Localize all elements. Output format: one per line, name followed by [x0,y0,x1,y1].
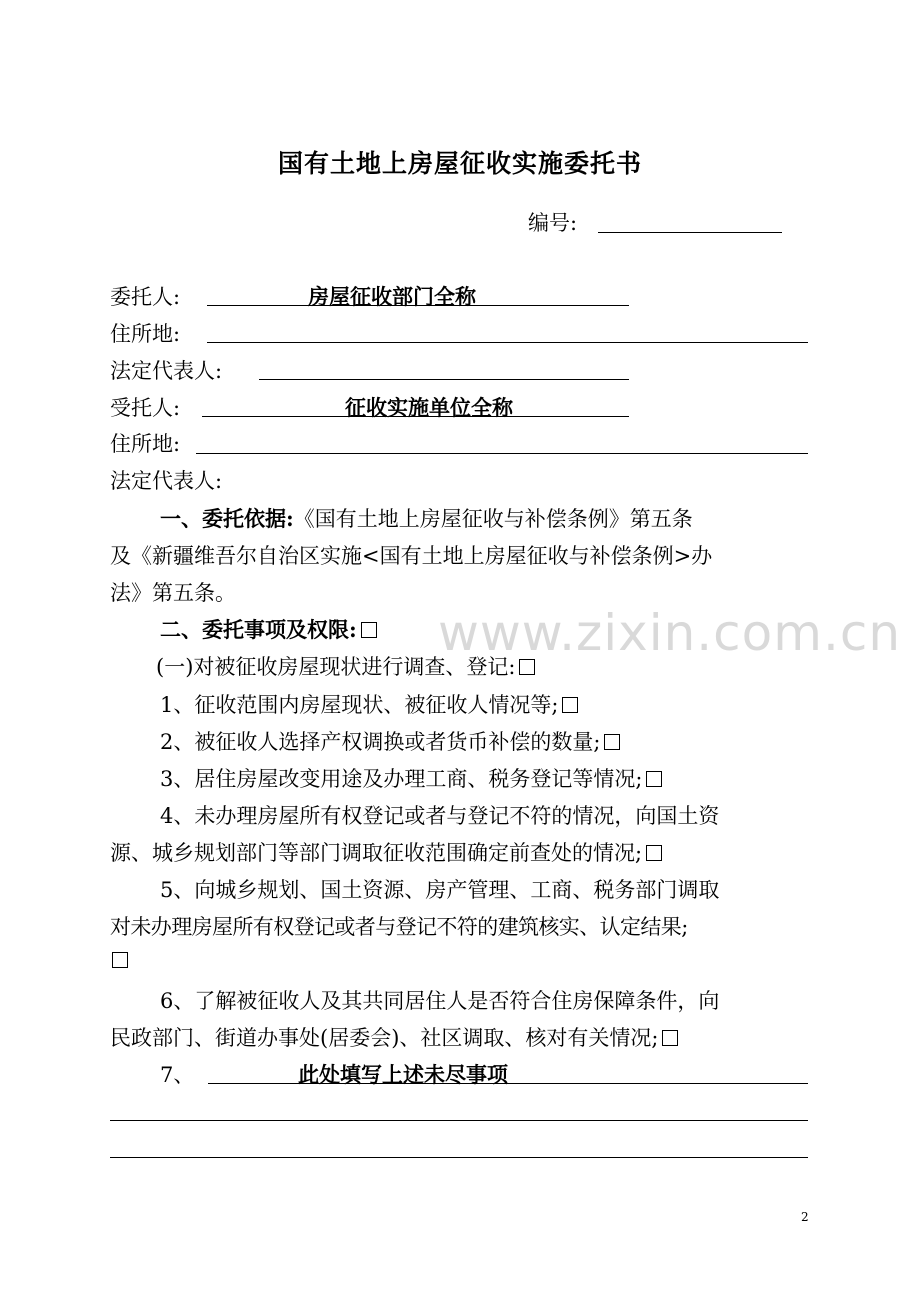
number-underline [598,232,782,233]
item2-line [160,726,620,756]
item6-text-b: 民政部门、街道办事处(居委会)、社区调取、核对有关情况; [110,1026,659,1050]
section2-line [160,614,377,644]
item7-underline [208,1083,808,1084]
item3-checkbox[interactable] [646,771,662,787]
agent-underline [202,416,629,417]
item6-line-b [110,1022,678,1052]
item1-checkbox[interactable] [562,697,578,713]
address-label-2: 住所地: [110,432,181,456]
item5-line-b: 对未办理房屋所有权登记或者与登记不符的建筑核实、认定结果; [110,915,688,939]
document-title: 国有土地上房屋征收实施委托书 [277,149,642,178]
blank-line-2 [110,1157,808,1158]
item4-text-b: 源、城乡规划部门等部门调取征收范围确定前查处的情况; [110,841,643,865]
item4-line-b [110,837,662,867]
legal-rep-label-2: 法定代表人: [110,469,223,493]
address-underline-1 [207,342,808,343]
page-number: 2 [801,1210,809,1224]
item6-checkbox[interactable] [662,1030,678,1046]
item4-line-a: 4、未办理房屋所有权登记或者与登记不符的情况，向国土资 [160,804,720,828]
section1-text-a: 《国有土地上房屋征收与补偿条例》第五条 [293,507,693,531]
section1-text-c: 法》第五条。 [110,581,236,605]
section1-heading: 一、委托依据: [160,506,294,531]
number-label: 编号: [528,211,578,235]
item5-checkbox[interactable] [112,952,128,968]
item1-line [160,689,578,719]
item-group-checkbox[interactable] [519,659,535,675]
section2-heading: 二、委托事项及权限: [160,617,357,642]
item1-text: 1、征收范围内房屋现状、被征收人情况等; [160,693,559,717]
legal-rep-label-1: 法定代表人: [110,359,223,383]
address-underline-2 [196,453,808,454]
item7-fill-text: 此处填写上述未尽事项 [298,1062,508,1087]
item2-checkbox[interactable] [604,734,620,750]
address-label-1: 住所地: [110,322,181,346]
item6-line-a: 6、了解被征收人及其共同居住人是否符合住房保障条件，向 [160,989,720,1013]
item2-text: 2、被征收人选择产权调换或者货币补偿的数量; [160,730,601,754]
watermark: www.zixin.com.cn [438,604,902,662]
item3-text: 3、居住房屋改变用途及办理工商、税务登记等情况; [160,767,643,791]
principal-underline [207,305,629,306]
agent-label: 受托人: [110,396,181,420]
principal-label: 委托人: [110,285,181,309]
item5-checkbox-line [110,948,128,972]
item4-checkbox[interactable] [646,845,662,861]
section2-checkbox[interactable] [361,622,377,638]
item5-line-a: 5、向城乡规划、国土资源、房产管理、工商、税务部门调取 [160,878,720,902]
legal-rep-underline-1 [259,379,629,380]
item-group-line [156,651,535,681]
agent-fill-text: 征收实施单位全称 [345,395,513,420]
section1-text-b: 及《新疆维吾尔自治区实施<国有土地上房屋征收与补偿条例>办 [110,544,713,568]
principal-fill-text: 房屋征收部门全称 [308,284,476,309]
blank-line-1 [110,1120,808,1121]
item-group-text: (一)对被征收房屋现状进行调查、登记: [156,655,516,679]
item7-number: 7、 [160,1063,195,1087]
item3-line [160,763,662,793]
section1-first-line [160,503,693,533]
